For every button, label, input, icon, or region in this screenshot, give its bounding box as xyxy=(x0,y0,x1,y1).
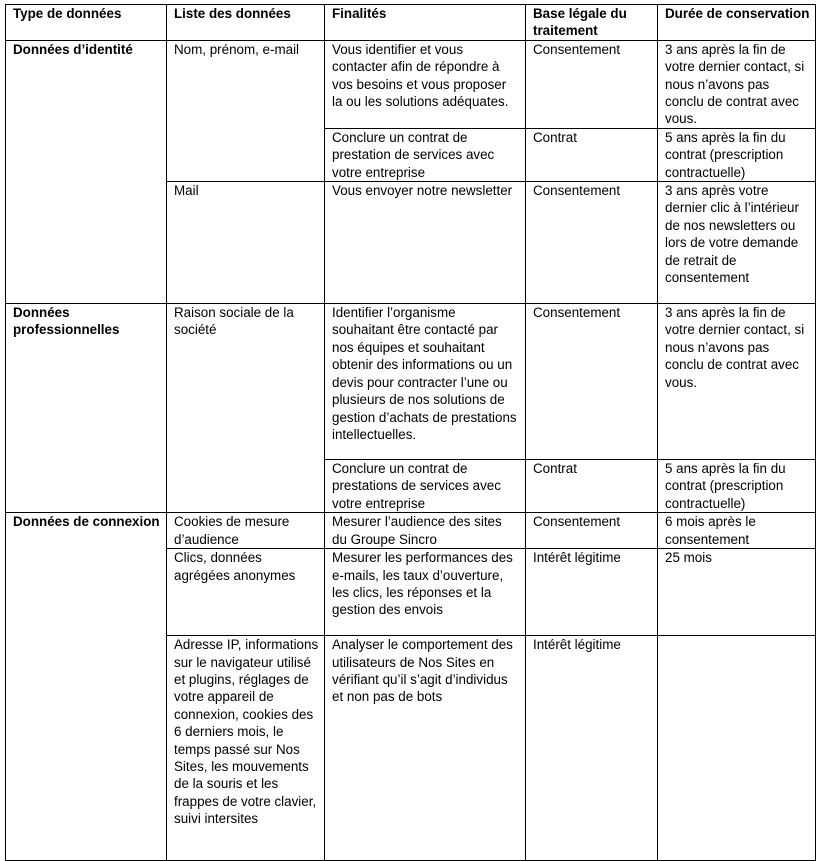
cell-liste: Cookies de mesure d’audience xyxy=(167,513,325,549)
cell-duree: 5 ans après la fin du contrat (prescription contractuelle) xyxy=(658,460,816,513)
cell-duree: 6 mois après le consentement xyxy=(658,513,816,549)
table-row xyxy=(6,40,816,128)
cell-finalite: Analyser le comportement des utilisateurs de Nos Sites en vérifiant qu’il s’agit d’individus et non pas de bots xyxy=(325,636,526,861)
header-row xyxy=(6,5,816,41)
cell-liste: Clics, données agrégées anonymes xyxy=(167,549,325,636)
cell-base-legale: Intérêt légitime xyxy=(526,636,658,861)
cell-base-legale: Contrat xyxy=(526,460,658,513)
category-connexion: Données de connexion xyxy=(6,513,167,861)
header-duree-conservation: Durée de conservation xyxy=(658,5,816,41)
cell-liste: Nom, prénom, e-mail xyxy=(167,40,325,181)
cell-duree: 3 ans après votre dernier clic à l’intérieur de nos newsletters ou lors de votre demande de retrait de consentement xyxy=(658,182,816,304)
table-row xyxy=(6,304,816,460)
header-finalites: Finalités xyxy=(325,5,526,41)
table-row xyxy=(6,513,816,549)
data-processing-table xyxy=(5,4,816,861)
cell-base-legale: Consentement xyxy=(526,513,658,549)
header-base-legale: Base légale du traitement xyxy=(526,5,658,41)
cell-finalite: Mesurer l’audience des sites du Groupe Sincro xyxy=(325,513,526,549)
cell-base-legale: Consentement xyxy=(526,182,658,304)
cell-finalite: Conclure un contrat de prestation de services avec votre entreprise xyxy=(325,128,526,181)
cell-duree: 5 ans après la fin du contrat (prescription contractuelle) xyxy=(658,128,816,181)
cell-duree: 3 ans après la fin de votre dernier contact, si nous n’avons pas conclu de contrat avec vous. xyxy=(658,304,816,460)
cell-finalite: Conclure un contrat de prestations de services avec votre entreprise xyxy=(325,460,526,513)
cell-duree: 3 ans après la fin de votre dernier contact, si nous n’avons pas conclu de contrat avec vous. xyxy=(658,40,816,128)
header-type-de-donnees: Type de données xyxy=(6,5,167,41)
cell-duree xyxy=(658,636,816,861)
cell-liste: Mail xyxy=(167,182,325,304)
data-processing-table-wrapper xyxy=(5,4,816,861)
cell-liste: Raison sociale de la société xyxy=(167,304,325,513)
cell-finalite: Vous identifier et vous contacter afin de répondre à vos besoins et vous proposer la ou les solutions adéquates. xyxy=(325,40,526,128)
category-identite: Données d’identité xyxy=(6,40,167,303)
cell-base-legale: Consentement xyxy=(526,40,658,128)
cell-finalite: Vous envoyer notre newsletter xyxy=(325,182,526,304)
cell-finalite: Identifier l’organisme souhaitant être contacté par nos équipes et souhaitant obtenir des informations ou un devis pour contracter l’une ou plusieurs de nos solutions de gestion d’achats de prestations intellectuelles. xyxy=(325,304,526,460)
cell-liste: Adresse IP, informations sur le navigateur utilisé et plugins, réglages de votre appareil de connexion, cookies des 6 derniers mois, le temps passé sur Nos Sites, les mouvements de la souris et les frappes de votre clavier, suivi intersites xyxy=(167,636,325,861)
cell-finalite: Mesurer les performances des e-mails, les taux d’ouverture, les clics, les réponses et la gestion des envois xyxy=(325,549,526,636)
header-liste-des-donnees: Liste des données xyxy=(167,5,325,41)
cell-base-legale: Contrat xyxy=(526,128,658,181)
cell-base-legale: Consentement xyxy=(526,304,658,460)
cell-base-legale: Intérêt légitime xyxy=(526,549,658,636)
cell-duree: 25 mois xyxy=(658,549,816,636)
category-professionnelles: Données professionnelles xyxy=(6,304,167,513)
